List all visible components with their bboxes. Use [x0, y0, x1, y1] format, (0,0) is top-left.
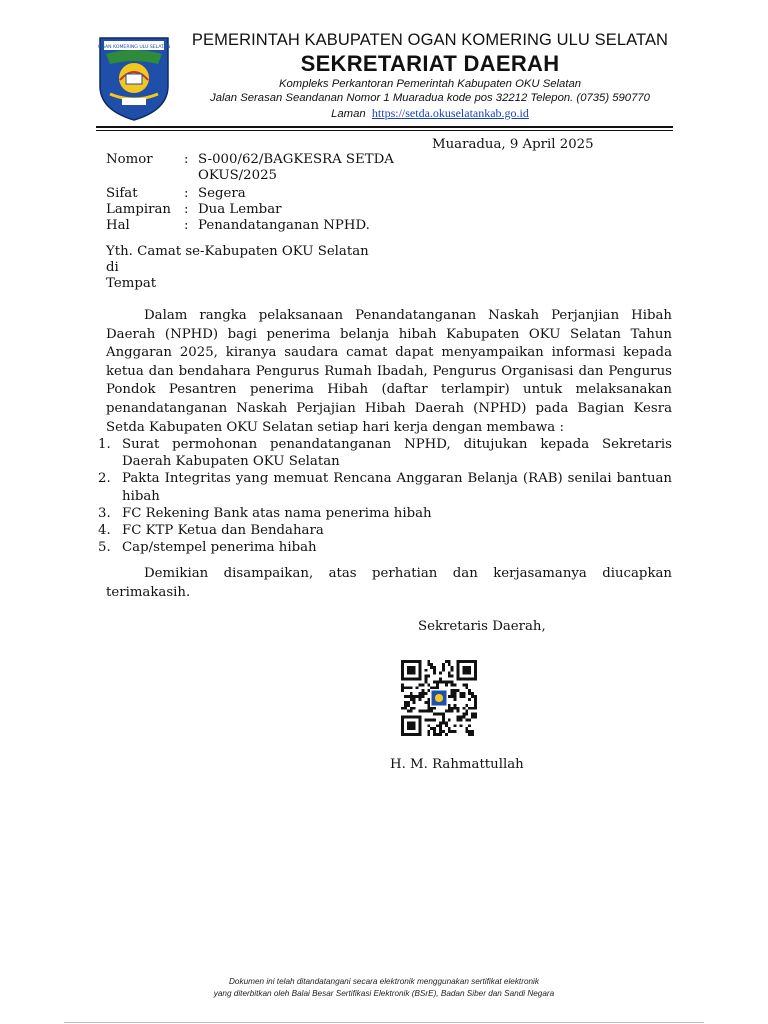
letterhead — [180, 30, 680, 122]
meta-value: Segera — [198, 186, 246, 201]
recipient-di: di — [106, 260, 119, 275]
meta-value: S-000/62/BAGKESRA SETDA OKUS/2025 — [198, 152, 394, 183]
recipient-block — [106, 244, 369, 292]
website-line — [180, 105, 680, 122]
list-number: 5. — [98, 540, 111, 556]
meta-key: Hal — [106, 218, 130, 233]
list-item — [98, 505, 672, 522]
letter-date: Muaradua, 9 April 2025 — [432, 137, 594, 152]
website-label: Laman — [331, 108, 366, 120]
meta-colon: : — [184, 152, 189, 167]
recipient-place: Tempat — [106, 276, 157, 291]
body-paragraph-2: Demikian disampaikan, atas perhatian dan kerjasamanya diucapkan terimakasih. — [106, 566, 672, 600]
list-number: 3. — [98, 505, 111, 521]
list-item — [98, 539, 672, 556]
list-number: 1. — [98, 437, 111, 452]
website-link[interactable]: https://setda.okuselatankab.go.id — [371, 106, 529, 120]
meta-row-hal — [106, 218, 408, 234]
signer-title: Sekretaris Daerah, — [418, 619, 546, 634]
meta-colon: : — [184, 186, 189, 201]
letterhead-rule-thin — [96, 130, 673, 131]
meta-key: Lampiran — [106, 202, 171, 217]
regency-logo — [96, 34, 172, 122]
footer-line-1: Dokumen ini telah ditandatangani secara elektronik menggunakan sertifikat elektronik — [229, 977, 539, 986]
list-text: FC KTP Ketua dan Bendahara — [122, 523, 324, 539]
signer-name: H. M. Rahmattullah — [390, 757, 524, 772]
list-text: Cap/stempel penerima hibah — [122, 540, 317, 556]
meta-row-lampiran — [106, 202, 408, 218]
meta-colon: : — [184, 218, 189, 233]
recipient-name: Yth. Camat se-Kabupaten OKU Selatan — [106, 244, 369, 259]
meta-colon: : — [184, 202, 189, 217]
list-number: 2. — [98, 471, 111, 487]
list-number: 4. — [98, 523, 111, 539]
meta-value: Penandatanganan NPHD. — [198, 218, 370, 233]
letter-meta — [106, 152, 408, 234]
office-complex: Kompleks Perkantoran Pemerintah Kabupaten OKU Selatan — [278, 78, 582, 90]
office-address: Jalan Serasan Seandanan Nomor 1 Muaradua kode pos 32212 Telepon. (0735) 590770 — [210, 92, 650, 104]
logo-banner-text: OGAN KOMERING ULU SELATAN — [97, 45, 171, 50]
footer-line-2: yang diterbitkan oleh Balai Besar Sertifikasi Elektronik (BSrE), Badan Siber dan Sandi Negara — [213, 989, 555, 998]
list-text: FC Rekening Bank atas nama penerima hibah — [122, 505, 432, 521]
list-item — [98, 522, 672, 539]
e-signature-footer — [100, 976, 668, 1000]
qr-code-signature — [400, 660, 478, 736]
meta-key: Nomor — [106, 152, 153, 167]
meta-row-nomor — [106, 152, 408, 184]
list-text: Surat permohonan penandatanganan NPHD, ditujukan kepada Sekretaris Daerah Kabupaten OKU Selatan — [122, 437, 672, 470]
letterhead-rule-thick — [96, 126, 673, 128]
meta-value: Dua Lembar — [198, 202, 282, 217]
list-item — [98, 436, 672, 470]
government-name: PEMERINTAH KABUPATEN OGAN KOMERING ULU SELATAN — [191, 31, 669, 49]
body-paragraph-1: Dalam rangka pelaksanaan Penandatanganan Naskah Perjanjian Hibah Daerah (NPHD) bagi penerima belanja hibah Kabupaten OKU Selatan Tahun Anggaran 2025, kiranya saudara camat dapat menyampaikan informasi kepada ketua dan bendahara Pengurus Rumah Ibadah, Pengurus Organisasi dan Pengurus Pondok Pesantren penerima Hibah (daftar terlampir) untuk melaksanakan penandatanganan Naskah Perjajian Hibah Daerah (NPHD) pada Bagian Kesra Setda Kabupaten OKU Selatan setiap hari kerja dengan membawa : — [106, 308, 672, 435]
list-text: Pakta Integritas yang memuat Rencana Anggaran Belanja (RAB) senilai bantuan hibah — [122, 471, 672, 504]
meta-key: Sifat — [106, 186, 138, 201]
meta-row-sifat — [106, 186, 408, 202]
page-bottom-line — [64, 1022, 704, 1023]
office-name: SEKRETARIAT DAERAH — [300, 51, 560, 76]
requirements-list — [98, 436, 672, 556]
list-item — [98, 470, 672, 504]
